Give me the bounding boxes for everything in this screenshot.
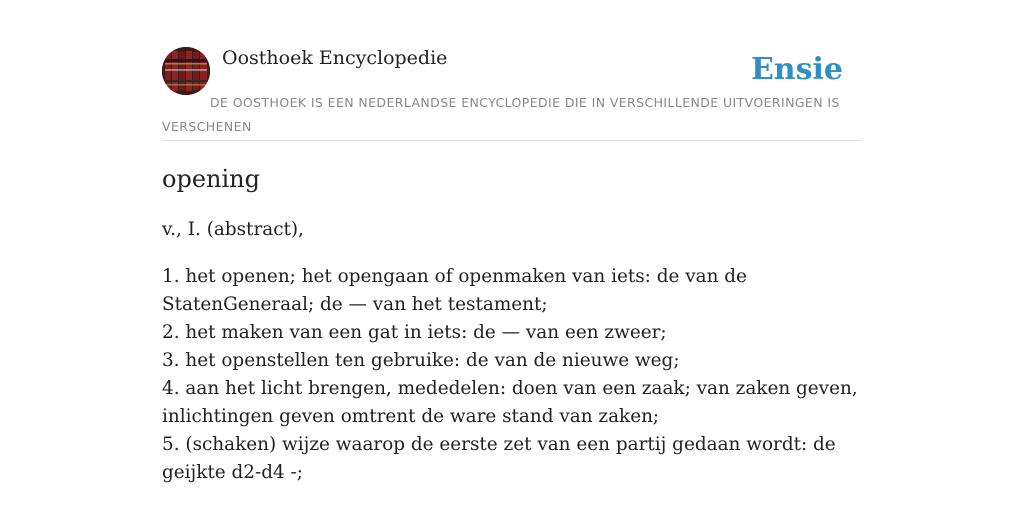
definition-item: 5. (schaken) wijze waarop de eerste zet van een partij gedaan wordt: de geijkte d2-d4 -; [162,434,836,483]
ensie-logo[interactable]: Ensie [750,52,843,87]
source-name[interactable]: Oosthoek Encyclopedie [222,47,448,69]
grammar-note: v., I. (abstract), [162,219,304,240]
source-description: DE OOSTHOEK IS EEN NEDERLANDSE ENCYCLOPEDIE DIE IN VERSCHILLENDE UITVOERINGEN IS VERSCHENEN [162,95,840,134]
source-header [162,46,862,141]
entry-body [162,216,862,487]
definition-item: 3. het openstellen ten gebruike: de van de nieuwe weg; [162,350,680,371]
entry-title: opening [162,165,260,193]
definition-list [162,263,862,487]
definition-item: 4. aan het licht brengen, mededelen: doen van een zaak; van zaken geven, inlichtingen geven omtrent de ware stand van zaken; [162,378,858,427]
definition-item: 1. het openen; het opengaan of openmaken van iets: de van de StatenGeneraal; de — van het testament; [162,266,747,315]
definition-item: 2. het maken van een gat in iets: de — van een zweer; [162,322,667,343]
encyclopedia-books-icon[interactable] [162,47,210,95]
